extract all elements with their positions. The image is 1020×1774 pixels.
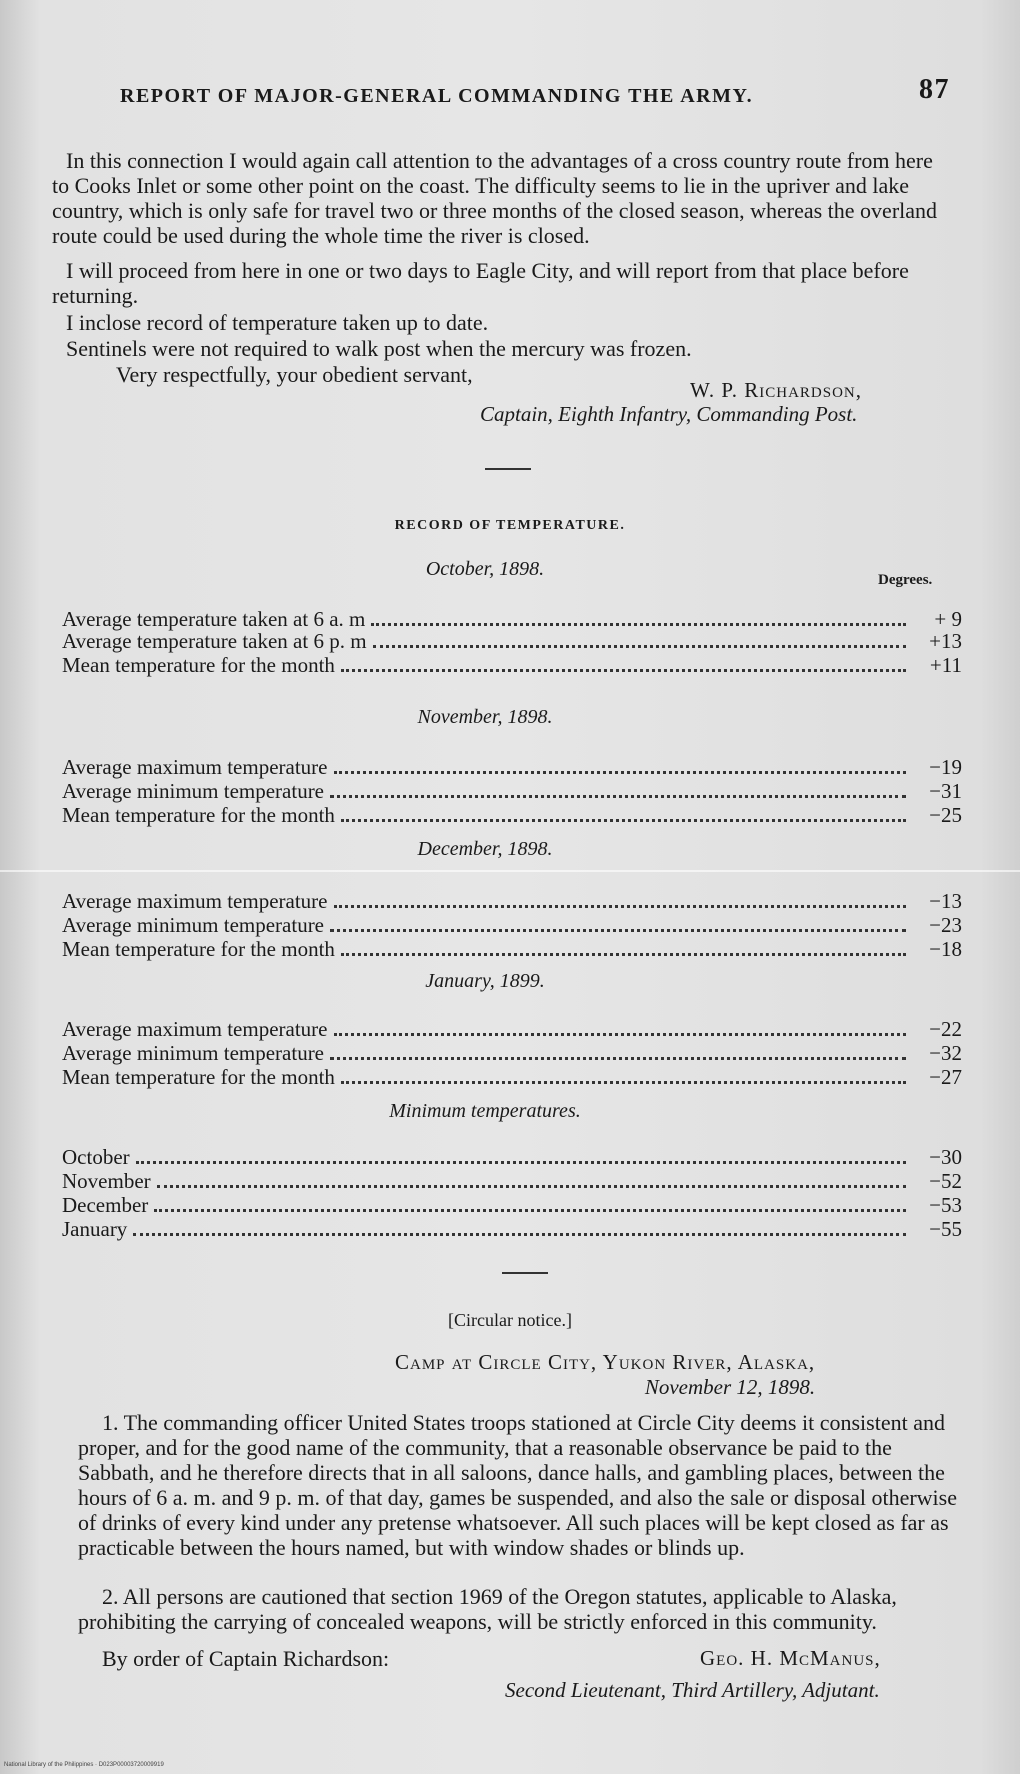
row-value: −32 bbox=[929, 1041, 962, 1065]
temperature-row bbox=[62, 1218, 962, 1242]
notice-date: November 12, 1898. bbox=[644, 1375, 816, 1399]
notice-paragraph: 1. The commanding officer United States troops stationed at Circle City deems it consistent and proper, and for the good name of the community, that a reasonable observance be paid to the Sabbath, and he therefore directs that in all saloons, dance halls, and gambling places, between the hours of 6 a. m. and 9 p. m. of that day, games be suspended, and also the sale or disposal otherwise of drinks of every kind under any pretense whatsoever. All such places will be kept closed as far as practicable between the hours named, but with window shades or blinds up. bbox=[78, 1410, 957, 1560]
row-value: −18 bbox=[929, 937, 962, 961]
intro-paragraph: I will proceed from here in one or two days to Eagle City, and will report from that place before returning. bbox=[52, 258, 909, 308]
temperature-row bbox=[62, 914, 962, 938]
row-label: Average minimum temperature bbox=[62, 913, 325, 937]
leader-dots bbox=[154, 1209, 906, 1212]
leader-dots bbox=[334, 905, 907, 908]
leader-dots bbox=[330, 1057, 906, 1060]
row-value: −25 bbox=[929, 803, 962, 827]
row-label: December bbox=[62, 1193, 149, 1217]
notice-paragraph: 2. All persons are cautioned that section 1969 of the Oregon statutes, applicable to Alaska, prohibiting the carrying of concealed weapons, will be strictly enforced in this community. bbox=[78, 1584, 897, 1634]
row-value: −19 bbox=[929, 755, 962, 779]
intro-paragraph: In this connection I would again call attention to the advantages of a cross country route from here to Cooks Inlet or some other point on the coast. The difficulty seems to lie in the upriver and lake country, which is only safe for travel two or three months of the closed season, whereas the overland route could be used during the whole time the river is closed. bbox=[52, 148, 938, 248]
temperature-row bbox=[62, 1194, 962, 1218]
row-value: + 9 bbox=[934, 607, 962, 631]
row-label: Average maximum temperature bbox=[62, 755, 328, 779]
leader-dots bbox=[341, 953, 906, 956]
temperature-row bbox=[62, 804, 962, 828]
leader-dots bbox=[341, 669, 906, 672]
row-value: −30 bbox=[929, 1145, 962, 1169]
section-heading: Minimum temperatures. bbox=[389, 1100, 581, 1122]
leader-dots bbox=[330, 929, 906, 932]
leader-dots bbox=[334, 1033, 907, 1036]
temperature-row bbox=[62, 938, 962, 962]
closing-line: Very respectfully, your obedient servant, bbox=[116, 362, 473, 387]
row-label: January bbox=[62, 1217, 128, 1241]
row-label: Mean temperature for the month bbox=[62, 1065, 335, 1089]
row-value: −13 bbox=[929, 889, 962, 913]
leader-dots bbox=[341, 819, 906, 822]
scan-crease bbox=[0, 870, 1020, 872]
divider bbox=[485, 468, 531, 470]
row-value: −31 bbox=[929, 779, 962, 803]
temperature-row bbox=[62, 1146, 962, 1170]
row-value: +11 bbox=[929, 653, 962, 677]
temperature-row bbox=[62, 1018, 962, 1042]
divider bbox=[502, 1272, 548, 1274]
section-heading: November, 1898. bbox=[417, 706, 553, 728]
record-title: RECORD OF TEMPERATURE. bbox=[394, 518, 626, 533]
row-value: −27 bbox=[929, 1065, 962, 1089]
page-number: 87 bbox=[919, 74, 950, 105]
row-label: November bbox=[62, 1169, 151, 1193]
row-label: Average minimum temperature bbox=[62, 1041, 325, 1065]
temperature-row bbox=[62, 756, 962, 780]
section-heading: October, 1898. bbox=[425, 558, 545, 580]
row-value: −52 bbox=[929, 1169, 962, 1193]
section-heading: January, 1899. bbox=[425, 970, 545, 992]
notice-signature-name: Geo. H. McManus, bbox=[700, 1646, 881, 1670]
leader-dots bbox=[373, 645, 906, 648]
scan-footer: National Library of the Philippines · D023P00003720009919 bbox=[4, 1762, 164, 1768]
row-value: −23 bbox=[929, 913, 962, 937]
temperature-row bbox=[62, 890, 962, 914]
row-label: Average temperature taken at 6 p. m bbox=[62, 629, 367, 653]
leader-dots bbox=[136, 1161, 906, 1164]
leader-dots bbox=[371, 623, 906, 626]
row-label: Average temperature taken at 6 a. m bbox=[62, 607, 366, 631]
temperature-row bbox=[62, 1066, 962, 1090]
notice-dateline bbox=[395, 1350, 815, 1400]
leader-dots bbox=[157, 1185, 906, 1188]
row-value: −22 bbox=[929, 1017, 962, 1041]
temperature-row bbox=[62, 1170, 962, 1194]
intro-paragraph: Sentinels were not required to walk post when the mercury was frozen. bbox=[66, 336, 692, 361]
signature-name: W. P. Richardson, bbox=[690, 378, 863, 402]
row-label: Average maximum temperature bbox=[62, 889, 328, 913]
signature-rank: Captain, Eighth Infantry, Commanding Post. bbox=[480, 402, 858, 426]
section-heading: December, 1898. bbox=[417, 838, 553, 860]
notice-place: Camp at Circle City, Yukon River, Alaska, bbox=[395, 1350, 816, 1374]
row-label: Mean temperature for the month bbox=[62, 803, 335, 827]
temperature-row bbox=[62, 1042, 962, 1066]
row-label: Average minimum temperature bbox=[62, 779, 325, 803]
temperature-row bbox=[62, 780, 962, 804]
row-label: Mean temperature for the month bbox=[62, 653, 335, 677]
row-label: Average maximum temperature bbox=[62, 1017, 328, 1041]
row-label: October bbox=[62, 1145, 130, 1169]
row-value: −55 bbox=[929, 1217, 962, 1241]
row-value: −53 bbox=[929, 1193, 962, 1217]
leader-dots bbox=[133, 1233, 906, 1236]
leader-dots bbox=[330, 795, 906, 798]
intro-paragraph: I inclose record of temperature taken up to date. bbox=[66, 310, 489, 335]
running-header bbox=[120, 74, 950, 108]
notice-heading: [Circular notice.] bbox=[448, 1310, 572, 1330]
row-value: +13 bbox=[929, 629, 962, 653]
header-title: REPORT OF MAJOR-GENERAL COMMANDING THE ARMY. bbox=[120, 85, 754, 107]
degrees-label: Degrees. bbox=[878, 572, 933, 588]
notice-signature-rank: Second Lieutenant, Third Artillery, Adjutant. bbox=[505, 1678, 880, 1702]
row-label: Mean temperature for the month bbox=[62, 937, 335, 961]
leader-dots bbox=[341, 1081, 906, 1084]
temperature-row bbox=[62, 630, 962, 654]
temperature-row bbox=[62, 654, 962, 678]
notice-order-line: By order of Captain Richardson: bbox=[102, 1646, 390, 1671]
leader-dots bbox=[334, 771, 907, 774]
